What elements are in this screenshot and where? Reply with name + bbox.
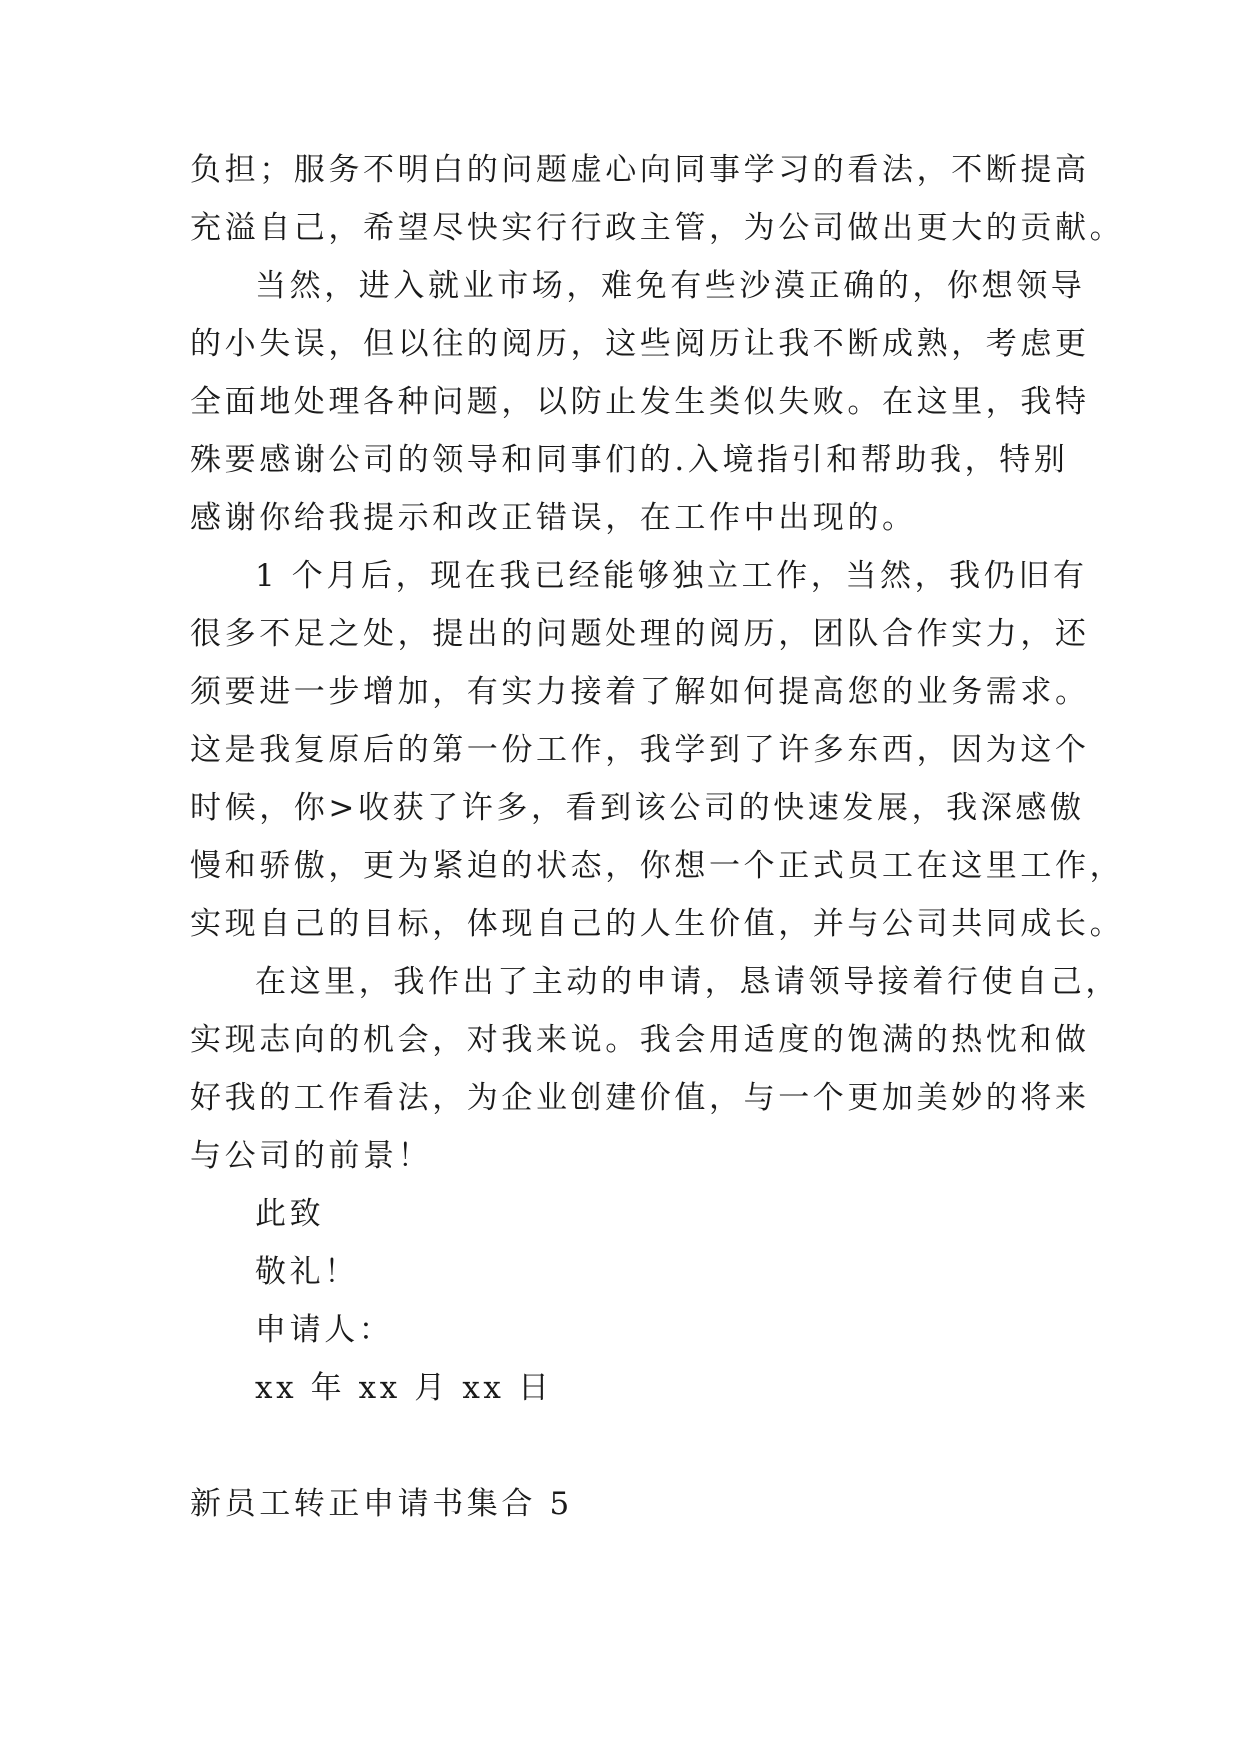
section-heading: 新员工转正申请书集合 5 [190,1486,573,1522]
paragraph-start-line: 1 个月后，现在我已经能够独立工作，当然，我仍旧有 [255,558,1088,594]
body-line: 这是我复原后的第一份工作，我学到了许多东西，因为这个 [190,732,1090,768]
salute-text: 敬礼！ [255,1254,359,1290]
closing-text: 此致 [255,1196,325,1232]
body-line: 充溢自己，希望尽快实行行政主管，为公司做出更大的贡献。 [190,210,1125,246]
body-line: 很多不足之处，提出的问题处理的阅历，团队合作实力，还 [190,616,1090,652]
date-line: xx 年 xx 月 xx 日 [255,1370,553,1406]
body-line: 全面地处理各种问题，以防止发生类似失败。在这里，我特 [190,384,1090,420]
paragraph-start-line: 当然，进入就业市场，难免有些沙漠正确的，你想领导 [255,268,1086,304]
body-line: 的小失误，但以往的阅历，这些阅历让我不断成熟，考虑更 [190,326,1090,362]
body-line: 感谢你给我提示和改正错误，在工作中出现的。 [190,500,917,536]
paragraph-start-line: 在这里，我作出了主动的申请，恳请领导接着行使自己， [255,964,1120,1000]
applicant-label: 申请人： [255,1312,394,1348]
body-line: 慢和骄傲，更为紧迫的状态，你想一个正式员工在这里工作， [190,848,1125,884]
body-line: 与公司的前景！ [190,1138,433,1174]
body-line: 须要进一步增加，有实力接着了解如何提高您的业务需求。 [190,674,1090,710]
body-line: 时候，你>收获了许多，看到该公司的快速发展，我深感傲 [190,790,1085,826]
body-line: 实现志向的机会，对我来说。我会用适度的饱满的热忱和做 [190,1022,1090,1058]
body-line: 好我的工作看法，为企业创建价值，与一个更加美妙的将来 [190,1080,1090,1116]
body-line: 殊要感谢公司的领导和同事们的.入境指引和帮助我，特别 [190,442,1069,478]
body-line: 实现自己的目标，体现自己的人生价值，并与公司共同成长。 [190,906,1125,942]
body-line: 负担；服务不明白的问题虚心向同事学习的看法，不断提高 [190,152,1090,188]
